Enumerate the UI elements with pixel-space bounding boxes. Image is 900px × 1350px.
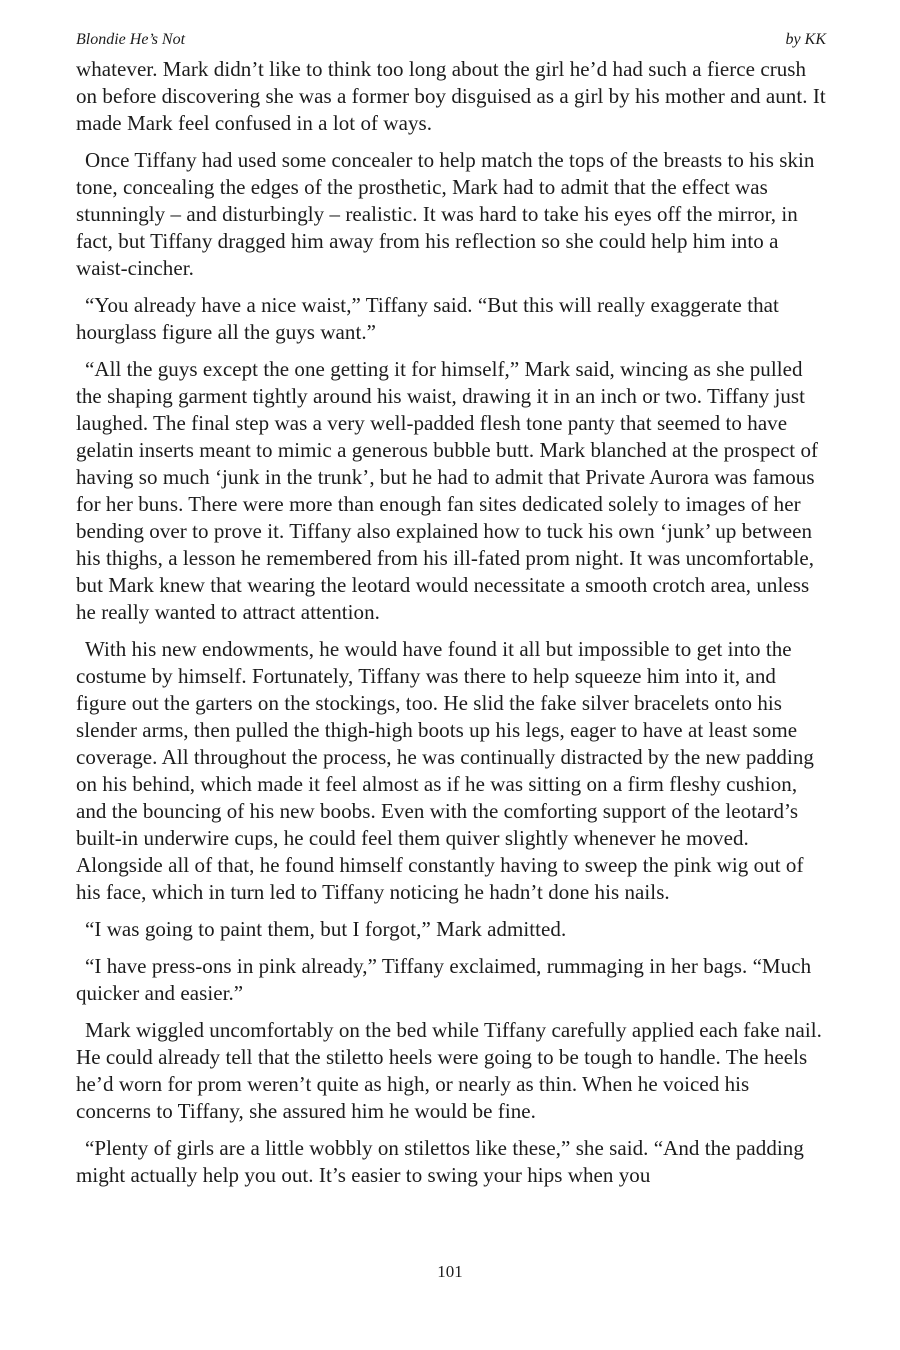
paragraph: whatever. Mark didn’t like to think too long about the girl he’d had such a fierce crush on before discovering she was a former boy disguised as a girl by his mother and aunt. It made Mark feel confused in a lot of ways. (76, 57, 826, 135)
book-page (76, 30, 826, 1330)
paragraph: “All the guys except the one getting it for himself,” Mark said, wincing as she pulled the shaping garment tightly around his waist, drawing it in an inch or two. Tiffany just laughed. The final step was a very well-padded flesh tone panty that seemed to have gelatin inserts meant to mimic a generous bubble butt. Mark blanched at the prospect of having so much ‘junk in the trunk’, but he had to admit that Private Aurora was famous for her buns. There were more than enough fan sites dedicated solely to images of her bending over to prove it. Tiffany also explained how to tuck his own ‘junk’ up between his thighs, a lesson he remembered from his ill-fated prom night. It was uncomfortable, but Mark knew that wearing the leotard would necessitate a smooth crotch area, unless he really wanted to attract attention. (76, 357, 819, 624)
paragraph: “Plenty of girls are a little wobbly on stilettos like these,” she said. “And the padding might actually help you out. It’s easier to swing your hips when you (76, 1136, 804, 1187)
running-header (76, 30, 826, 50)
paragraph: “I have press-ons in pink already,” Tiffany exclaimed, rummaging in her bags. “Much quicker and easier.” (76, 954, 812, 1005)
page-number: 101 (437, 1262, 463, 1281)
paragraph: Once Tiffany had used some concealer to help match the tops of the breasts to his skin tone, concealing the edges of the prosthetic, Mark had to admit that the effect was stunningly – and disturbingly – realistic. It was hard to take his eyes off the mirror, in fact, but Tiffany dragged him away from his reflection so she could help him into a waist-cincher. (76, 148, 815, 280)
paragraph: Mark wiggled uncomfortably on the bed while Tiffany carefully applied each fake nail. He could already tell that the stiletto heels were going to be tough to handle. The heels he’d worn for prom weren’t quite as high, or nearly as thin. When he voiced his concerns to Tiffany, she assured him he would be fine. (76, 1018, 822, 1123)
author-name: by KK (785, 31, 826, 48)
book-title: Blondie He’s Not (76, 31, 186, 48)
paragraph: “I was going to paint them, but I forgot,” Mark admitted. (85, 917, 567, 941)
paragraph: With his new endowments, he would have found it all but impossible to get into the costume by himself. Fortunately, Tiffany was there to help squeeze him into it, and figure out the garters on the stockings, too. He slid the fake silver bracelets onto his slender arms, then pulled the thigh-high boots up his legs, eager to have at least some coverage. All throughout the process, he was continually distracted by the new padding on his behind, which made it feel almost as if he was sitting on a firm fleshy cushion, and the bouncing of his new boobs. Even with the comforting support of the leotard’s built-in underwire cups, he could feel them quiver slightly whenever he moved. Alongside all of that, he found himself constantly having to sweep the pink wig out of his face, which in turn led to Tiffany noticing he hadn’t done his nails. (76, 637, 814, 904)
paragraph: “You already have a nice waist,” Tiffany said. “But this will really exaggerate that hourglass figure all the guys want.” (76, 293, 779, 344)
body-text (76, 56, 826, 1189)
